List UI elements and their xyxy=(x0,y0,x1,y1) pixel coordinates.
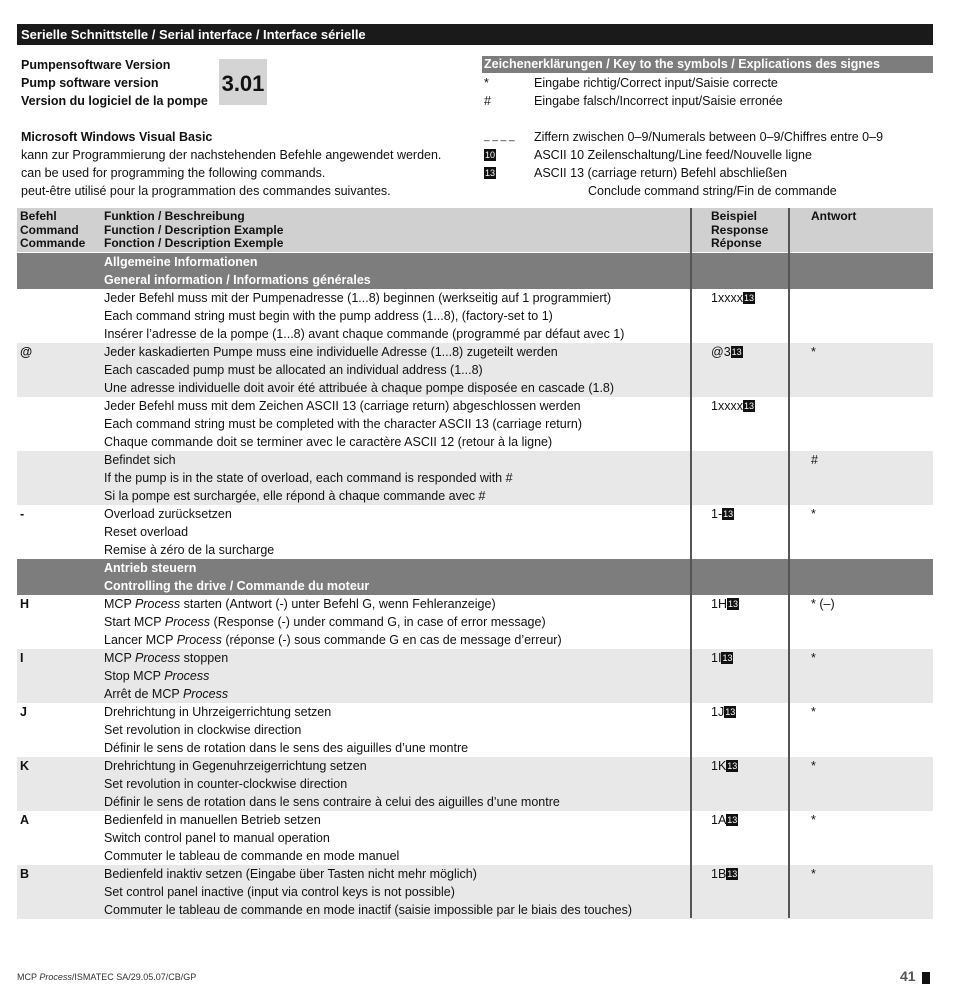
key-text: ASCII 13 (carriage return) Befehl abschließen xyxy=(534,166,787,180)
example-text: 1xxxx xyxy=(711,399,743,413)
response-cell: * xyxy=(811,345,816,359)
table-row xyxy=(17,793,933,811)
table-row xyxy=(17,613,933,631)
page-marker xyxy=(922,972,930,984)
table-row xyxy=(17,703,933,721)
description-cell: Remise à zéro de la surcharge xyxy=(104,543,275,557)
key-item-correct xyxy=(0,74,954,92)
description-cell: Allgemeine Informationen xyxy=(104,255,258,269)
header-function xyxy=(104,210,283,251)
description-cell: Drehrichtung in Gegenuhrzeigerrichtung setzen xyxy=(104,759,367,773)
section-header-row xyxy=(17,559,933,577)
table-row xyxy=(17,307,933,325)
command-cell: - xyxy=(20,507,25,521)
ascii13-icon: 13 xyxy=(723,508,734,519)
key-text: Eingabe richtig/Correct input/Saisie correcte xyxy=(534,76,778,90)
example-cell xyxy=(711,649,733,667)
description-cell: Set control panel inactive (input via control keys is not possible) xyxy=(104,885,455,899)
section-header-row xyxy=(17,253,933,271)
vb-line-en: can be used for programming the following commands. xyxy=(21,166,326,180)
example-cell xyxy=(711,811,738,829)
header-example xyxy=(711,210,768,251)
table-row xyxy=(17,325,933,343)
key-text: Eingabe falsch/Incorrect input/Saisie erronée xyxy=(534,94,783,108)
table-row xyxy=(17,901,933,919)
header-command xyxy=(20,210,85,251)
software-version-value: 3.01 xyxy=(219,59,267,105)
description-cell: Définir le sens de rotation dans le sens contraire à celui des aiguilles d’une montre xyxy=(104,795,560,809)
table-row xyxy=(17,631,933,649)
description-cell: If the pump is in the state of overload, each command is responded with # xyxy=(104,471,513,485)
description-cell: Overload zurücksetzen xyxy=(104,507,232,521)
ascii13-icon: 13 xyxy=(727,598,738,609)
key-text: Conclude command string/Fin de commande xyxy=(588,184,837,198)
table-row xyxy=(17,451,933,469)
description-cell: MCP Process stoppen xyxy=(104,651,229,665)
column-divider xyxy=(690,208,692,918)
key-item-conclude xyxy=(0,182,954,200)
example-text: 1I xyxy=(711,651,722,665)
table-row xyxy=(17,829,933,847)
description-cell: Définir le sens de rotation dans le sens des aiguilles d’une montre xyxy=(104,741,469,755)
description-cell: Controlling the drive / Commande du moteur xyxy=(104,579,370,593)
table-row xyxy=(17,721,933,739)
example-cell xyxy=(711,865,738,883)
software-label-en: Pump software version xyxy=(21,76,159,90)
key-text: Ziffern zwischen 0–9/Numerals between 0–9/Chiffres entre 0–9 xyxy=(534,130,884,144)
ascii10-icon: 10 xyxy=(485,149,496,160)
ascii13-icon: 13 xyxy=(743,400,754,411)
command-cell: H xyxy=(20,597,30,611)
table-row xyxy=(17,739,933,757)
description-cell: Each command string must be completed with the character ASCII 13 (carriage return) xyxy=(104,417,582,431)
response-cell: * xyxy=(811,705,816,719)
description-cell: Jeder Befehl muss mit dem Zeichen ASCII 13 (carriage return) abgeschlossen werden xyxy=(104,399,581,413)
table-row xyxy=(17,487,933,505)
table-row xyxy=(17,811,933,829)
description-cell: Chaque commande doit se terminer avec le caractère ASCII 12 (retour à la ligne) xyxy=(104,435,553,449)
key-item-ascii13 xyxy=(0,164,954,182)
description-cell: Each cascaded pump must be allocated an individual address (1...8) xyxy=(104,363,483,377)
example-cell xyxy=(711,757,738,775)
vb-line-de: kann zur Programmierung der nachstehenden Befehle angewendet werden. xyxy=(21,148,442,162)
command-cell: K xyxy=(20,759,30,773)
description-cell: Arrêt de MCP Process xyxy=(104,687,229,701)
description-cell: General information / Informations générales xyxy=(104,273,371,287)
response-cell: * xyxy=(811,813,816,827)
description-cell: Antrieb steuern xyxy=(104,561,197,575)
key-symbol: _ _ _ _ xyxy=(484,131,515,142)
example-cell xyxy=(711,343,743,361)
example-text: 1- xyxy=(711,507,723,521)
key-item-numerals xyxy=(0,128,954,146)
description-cell: Commuter le tableau de commande en mode manuel xyxy=(104,849,400,863)
example-text: @3 xyxy=(711,345,731,359)
description-cell: Reset overload xyxy=(104,525,189,539)
table-row xyxy=(17,847,933,865)
table-row xyxy=(17,541,933,559)
response-cell: * xyxy=(811,867,816,881)
table-row xyxy=(17,433,933,451)
key-symbol: # xyxy=(484,94,491,108)
table-row xyxy=(17,757,933,775)
footer-text: MCP Process/ISMATEC SA/29.05.07/CB/GP xyxy=(17,972,197,982)
description-cell: Switch control panel to manual operation xyxy=(104,831,330,845)
ascii13-icon: 13 xyxy=(731,346,742,357)
header-text: Befehl xyxy=(20,209,57,223)
vb-line-fr: peut-être utilisé pour la programmation des commandes suivantes. xyxy=(21,184,391,198)
response-cell: * xyxy=(811,759,816,773)
ascii13-icon: 13 xyxy=(743,292,754,303)
table-row xyxy=(17,379,933,397)
table-header xyxy=(17,208,933,252)
description-cell: Befindet sich xyxy=(104,453,176,467)
table-row xyxy=(17,415,933,433)
command-cell: @ xyxy=(20,345,33,359)
example-text: 1B xyxy=(711,867,727,881)
description-cell: Set revolution in counter-clockwise direction xyxy=(104,777,348,791)
ascii13-icon: 13 xyxy=(725,706,736,717)
header-text: Beispiel xyxy=(711,209,758,223)
example-cell xyxy=(711,289,755,307)
example-cell xyxy=(711,505,734,523)
example-cell xyxy=(711,595,739,613)
response-cell: * (–) xyxy=(811,597,835,611)
description-cell: Jeder kaskadierten Pumpe muss eine individuelle Adresse (1...8) zugeteilt werden xyxy=(104,345,558,359)
example-text: 1J xyxy=(711,705,725,719)
response-cell: # xyxy=(811,453,818,467)
ascii13-icon: 13 xyxy=(727,760,738,771)
key-list xyxy=(0,74,954,204)
description-cell: Each command string must begin with the pump address (1...8), (factory-set to 1) xyxy=(104,309,553,323)
table-row xyxy=(17,775,933,793)
table-row xyxy=(17,289,933,307)
example-text: 1xxxx xyxy=(711,291,743,305)
table-row xyxy=(17,523,933,541)
software-label-de: Pumpensoftware Version xyxy=(21,58,171,72)
table-row xyxy=(17,343,933,361)
description-cell: Commuter le tableau de commande en mode inactif (saisie impossible par le biais des touches) xyxy=(104,903,633,917)
description-cell: Stop MCP Process xyxy=(104,669,210,683)
description-cell: Set revolution in clockwise direction xyxy=(104,723,302,737)
key-heading: Zeichenerklärungen / Key to the symbols / Explications des signes xyxy=(482,56,933,73)
description-cell: Bedienfeld in manuellen Betrieb setzen xyxy=(104,813,321,827)
table-row xyxy=(17,595,933,613)
description-cell: Jeder Befehl muss mit der Pumpenadresse (1...8) beginnen (werkseitig auf 1 programmiert) xyxy=(104,291,612,305)
table-row xyxy=(17,505,933,523)
command-cell: B xyxy=(20,867,30,881)
page-number: 41 xyxy=(900,968,916,984)
table-row xyxy=(17,649,933,667)
table-row xyxy=(17,397,933,415)
table-row xyxy=(17,685,933,703)
header-text: Response xyxy=(711,222,769,237)
command-cell: I xyxy=(20,651,24,665)
example-text: 1H xyxy=(711,597,727,611)
ascii13-icon: 13 xyxy=(727,814,738,825)
description-cell: Lancer MCP Process (réponse (-) sous commande G en cas de message d’erreur) xyxy=(104,633,562,647)
description-cell: Si la pompe est surchargée, elle répond à chaque commande avec # xyxy=(104,489,486,503)
key-symbol: * xyxy=(484,76,489,90)
header-text: Function / Description Example xyxy=(104,222,284,237)
column-divider xyxy=(788,208,790,918)
example-cell xyxy=(711,397,755,415)
table-row xyxy=(17,361,933,379)
header-text: Command xyxy=(20,222,79,237)
response-cell: * xyxy=(811,651,816,665)
section-header-row xyxy=(17,271,933,289)
example-text: 1A xyxy=(711,813,727,827)
command-cell: A xyxy=(20,813,30,827)
ascii13-icon: 13 xyxy=(485,167,496,178)
ascii13-icon: 13 xyxy=(722,652,733,663)
description-cell: Une adresse individuelle doit avoir été attribuée à chaque pompe disposée en cascade (1.8) xyxy=(104,381,615,395)
description-cell: MCP Process starten (Antwort (-) unter Befehl G, wenn Fehleranzeige) xyxy=(104,597,496,611)
example-cell xyxy=(711,703,736,721)
header-text: Commande xyxy=(20,236,86,250)
key-item-incorrect xyxy=(0,92,954,110)
page-title: Serielle Schnittstelle / Serial interface / Interface sérielle xyxy=(17,24,933,45)
command-cell: J xyxy=(20,705,27,719)
table-row xyxy=(17,865,933,883)
ascii13-icon: 13 xyxy=(727,868,738,879)
section-header-row xyxy=(17,577,933,595)
example-text: 1K xyxy=(711,759,727,773)
key-item-ascii10 xyxy=(0,146,954,164)
header-text: Funktion / Beschreibung xyxy=(104,209,245,223)
description-cell: Insérer l’adresse de la pompe (1...8) avant chaque commande (programmé par défaut avec 1) xyxy=(104,327,625,341)
description-cell: Bedienfeld inaktiv setzen (Eingabe über Tasten nicht mehr möglich) xyxy=(104,867,477,881)
software-label-fr: Version du logiciel de la pompe xyxy=(21,94,208,108)
header-response: Antwort xyxy=(811,209,857,223)
table-row xyxy=(17,883,933,901)
response-cell: * xyxy=(811,507,816,521)
header-text: Réponse xyxy=(711,236,762,250)
key-text: ASCII 10 Zeilenschaltung/Line feed/Nouvelle ligne xyxy=(534,148,812,162)
table-row xyxy=(17,667,933,685)
vb-title: Microsoft Windows Visual Basic xyxy=(21,130,213,144)
description-cell: Start MCP Process (Response (-) under command G, in case of error message) xyxy=(104,615,546,629)
header-text: Fonction / Description Exemple xyxy=(104,236,284,250)
description-cell: Drehrichtung in Uhrzeigerrichtung setzen xyxy=(104,705,332,719)
table-row xyxy=(17,469,933,487)
